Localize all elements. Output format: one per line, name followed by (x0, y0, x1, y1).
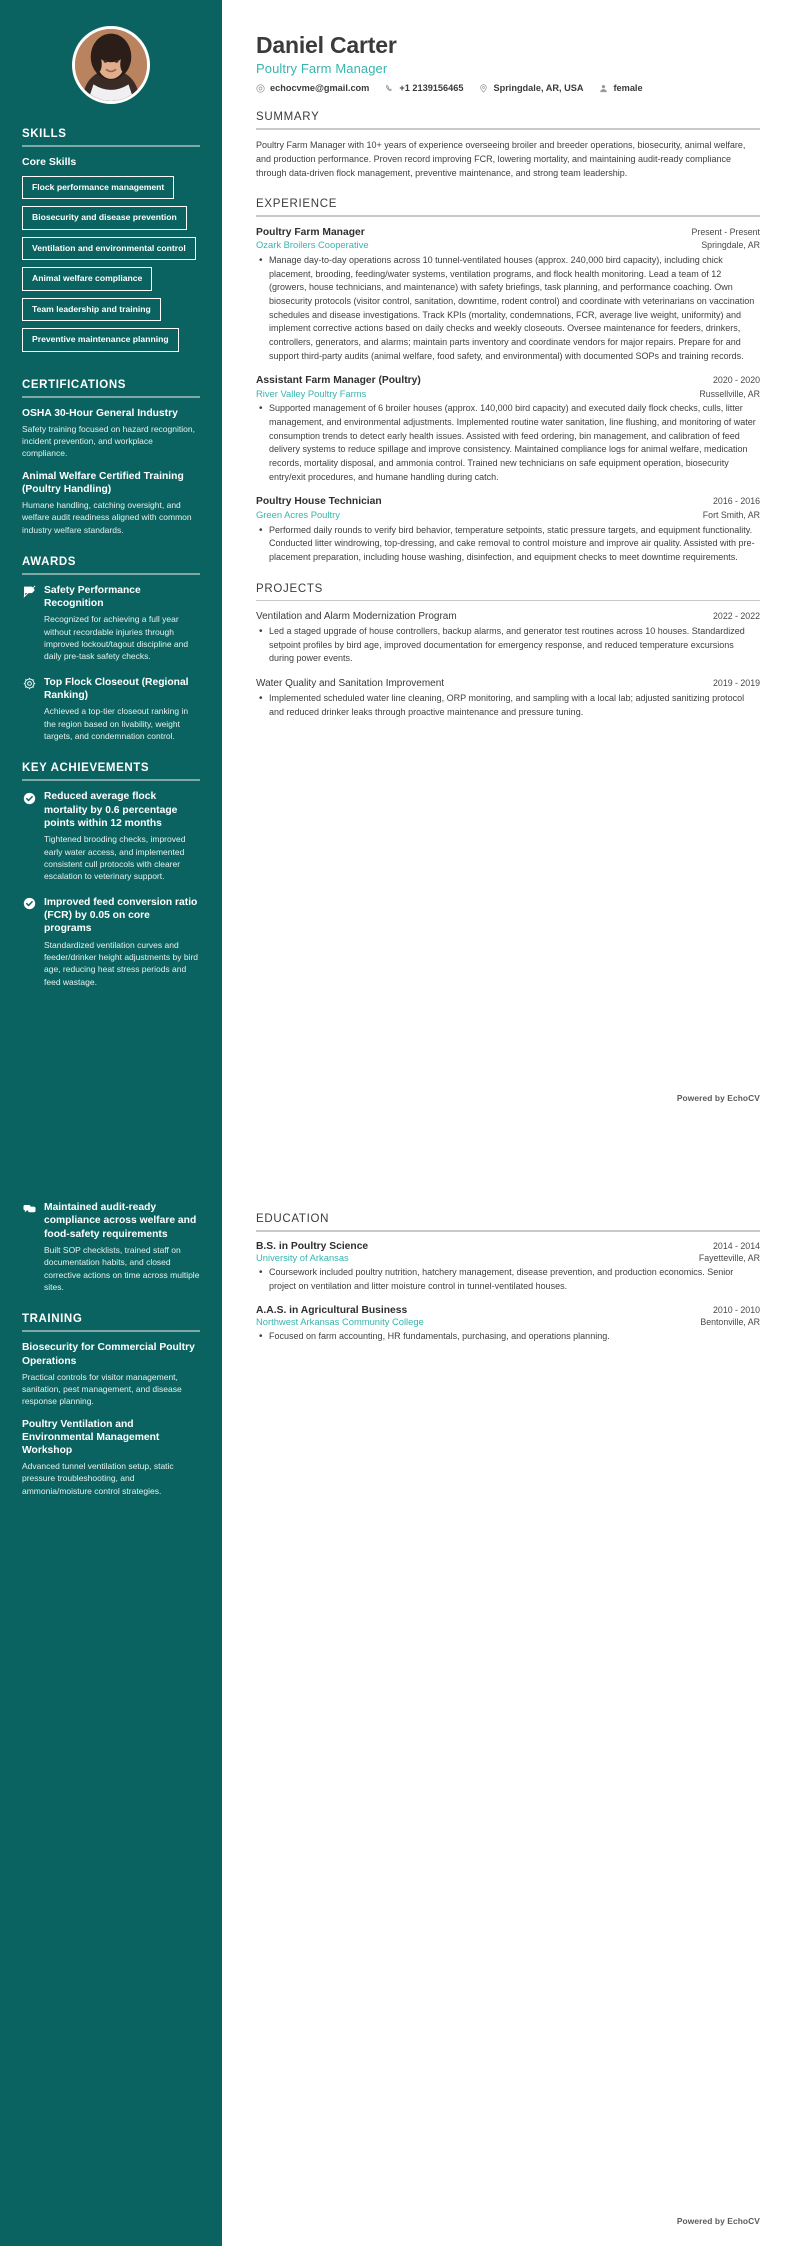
location-pin-icon (479, 84, 488, 93)
contact-phone-value: +1 2139156465 (399, 83, 464, 94)
experience-title: Assistant Farm Manager (Poultry) (256, 375, 421, 387)
contact-gender (599, 83, 642, 93)
experience-entry (256, 374, 760, 484)
experience-bullets (256, 524, 760, 565)
experience-org-line (256, 388, 760, 401)
check-circle-icon (22, 897, 36, 911)
sidebar-page-1 (0, 0, 222, 1123)
certification-title: Animal Welfare Certified Training (Poultry Handling) (22, 471, 184, 496)
award-body (44, 584, 200, 663)
chat-bubbles-icon (22, 1202, 36, 1216)
certification-title: OSHA 30-Hour General Industry (22, 407, 178, 419)
skill-chip: Preventive maintenance planning (22, 328, 179, 351)
experience-bullets (256, 254, 760, 363)
education-degree-line (256, 1305, 760, 1316)
contact-gender-value: female (613, 83, 643, 94)
skill-chip-wrap (22, 206, 200, 236)
section-divider (22, 1330, 200, 1332)
award-item (22, 584, 200, 663)
experience-title-line (256, 495, 760, 508)
experience-organization: Green Acres Poultry (256, 508, 340, 520)
section-divider (256, 1230, 760, 1232)
experience-title-line (256, 226, 760, 239)
education-bullet: • Coursework included poultry nutrition, hatchery management, disease prevention, and production economics. Senior project on ventilation and litter moisture control in tunnel-ventilated houses. (269, 1266, 760, 1293)
summary-text: Poultry Farm Manager with 10+ years of experience overseeing broiler and breeder operations, biosecurity, animal welfare, and production performance. Proven record improving FCR, lowering mortality, and maintaining audit-ready compliance through data-driven flock management, preventive maintenance, and strong team leadership. (256, 139, 746, 178)
experience-bullet: • Manage day-to-day operations across 10 tunnel-ventilated houses (approx. 240,000 bird capacity), including chick placement, brooding, feeding/water systems, ventilation programs, and flock health monitoring. Lead a team of 12 (growers, house technicians, and maintenance) with safety briefings, task planning, and performance coaching. Own biosecurity protocols (visitor control, sanitation, downtime, rodent control) and coordinate with veterinarians on vaccination schedules and disease investigations. Track KPIs (mortality, condemnations, FCR, average live weight, uniformity) and implement corrective actions based on daily checks and weekly closeouts. Oversee maintenance for feeders, drinkers, controllers, generators, and alarms; maintain parts inventory and coordinate vendors for major repairs. Prepare for and support third-party audits (animal welfare, food safety, and environmental) with documented SOPs and training records. (269, 254, 760, 363)
achievement-title: Maintained audit-ready compliance across welfare and food-safety requirements (44, 1202, 197, 1240)
achievement-title: Reduced average flock mortality by 0.6 percentage points within 12 months (44, 791, 178, 830)
experience-location: Russellville, AR (699, 388, 760, 399)
training-description: Advanced tunnel ventilation setup, static pressure troubleshooting, and ammonia/moisture control strategies. (22, 1461, 174, 1496)
certifications-heading: CERTIFICATIONS (22, 378, 127, 391)
sidebar-section-skills (22, 128, 200, 359)
experience-heading: EXPERIENCE (256, 198, 338, 211)
award-body (44, 676, 200, 743)
sidebar-section-key-achievements (22, 762, 200, 988)
skill-chip: Team leadership and training (22, 298, 161, 321)
education-location: Fayetteville, AR (698, 1252, 760, 1263)
phone-icon (385, 84, 394, 93)
project-bullet: • Led a staged upgrade of house controllers, backup alarms, and generator test routines across 10 houses. Standardized setpoint profiles by bird age, improved documentation for emergency response, and reduced temperature excursions during power events. (269, 625, 760, 666)
experience-org-line (256, 239, 760, 252)
check-circle-icon (22, 791, 36, 805)
education-entry (256, 1305, 760, 1344)
page-title: Daniel Carter (256, 32, 397, 58)
section-divider (256, 600, 760, 602)
projects-heading: PROJECTS (256, 582, 323, 595)
project-entry (256, 677, 760, 719)
page2-top-spacer (256, 1123, 760, 1195)
project-bullets (256, 625, 760, 666)
email-icon (256, 84, 265, 93)
ribbon-award-icon (22, 585, 36, 599)
core-skills-subheading: Core Skills (22, 156, 77, 168)
sidebar-section-awards (22, 556, 200, 743)
award-description: Achieved a top-tier closeout ranking in the region based on livability, weight targets, and condemnation control. (44, 706, 189, 741)
training-item (22, 1418, 200, 1497)
award-title: Safety Performance Recognition (44, 584, 141, 609)
project-bullets (256, 692, 760, 719)
skill-chip: Flock performance management (22, 176, 174, 199)
education-school-line (256, 1252, 760, 1265)
awards-heading: AWARDS (22, 555, 77, 568)
section-experience (256, 198, 760, 564)
education-bullets (256, 1266, 760, 1293)
training-description: Practical controls for visitor management, sanitation, pest management, and disease response planning. (22, 1371, 182, 1406)
skill-chip-wrap (22, 298, 200, 328)
certification-description: Humane handling, catching oversight, and welfare audit readiness aligned with common industry welfare standards. (22, 500, 192, 535)
achievement-title: Improved feed conversion ratio (FCR) by 0.05 on core programs (44, 896, 198, 935)
experience-organization: River Valley Poultry Farms (256, 387, 367, 399)
experience-date: Present - Present (691, 226, 760, 237)
education-heading: EDUCATION (256, 1213, 330, 1225)
achievement-body (44, 790, 200, 882)
section-education (256, 1213, 760, 1344)
skill-chip: Biosecurity and disease prevention (22, 206, 187, 229)
project-title-line (256, 677, 760, 690)
experience-entry (256, 226, 760, 363)
education-date: 2010 - 2010 (713, 1304, 760, 1315)
skill-chip: Animal welfare compliance (22, 267, 152, 290)
section-divider (256, 215, 760, 217)
project-date: 2022 - 2022 (713, 611, 760, 622)
contact-email-value: echocvme@gmail.com (270, 83, 370, 94)
contact-row (256, 83, 760, 93)
footer-branding: Powered by EchoCV (676, 2216, 760, 2226)
education-bullets (256, 1330, 760, 1344)
key-achievements-heading: KEY ACHIEVEMENTS (22, 762, 150, 775)
achievement-item (22, 1201, 200, 1293)
training-title: Poultry Ventilation and Environmental Management Workshop (22, 1418, 160, 1457)
project-bullet: • Implemented scheduled water line cleaning, ORP monitoring, and sampling with a local lab; adjusted sanitizing protocol and reduced drinker leaks through proactive maintenance and pressure tuning. (269, 692, 760, 719)
experience-bullet: • Performed daily rounds to verify bird behavior, temperature setpoints, static pressure targets, and equipment functionality. Conducted litter windrowing, top-dressing, and cake removal to control moisture and improve air quality. Assisted with pre-placement preparation, including house washing, disinfection, and equipment checks to meet downtime requirements. (269, 524, 760, 565)
skill-chip-wrap (22, 267, 200, 297)
education-location: Bentonville, AR (700, 1316, 760, 1327)
experience-bullets (256, 402, 760, 484)
footer-branding: Powered by EchoCV (676, 1093, 760, 1103)
section-divider (256, 128, 760, 130)
achievement-item (22, 790, 200, 882)
education-degree: B.S. in Poultry Science (256, 1240, 369, 1252)
skill-chip-wrap (22, 328, 200, 358)
resume-page-2 (0, 1123, 794, 2246)
project-title: Water Quality and Sanitation Improvement (256, 678, 445, 690)
certification-item (22, 407, 200, 459)
summary-heading: SUMMARY (256, 111, 320, 124)
experience-organization: Ozark Broilers Cooperative (256, 239, 369, 251)
avatar-photo (75, 29, 147, 101)
experience-entry (256, 495, 760, 564)
gear-medal-icon (22, 677, 36, 691)
achievement-description: Tightened brooding checks, improved early water access, and implemented consistent cull protocols with clearer escalation to veterinary support. (44, 834, 186, 882)
award-title: Top Flock Closeout (Regional Ranking) (44, 676, 189, 701)
achievement-description: Standardized ventilation curves and feeder/drinker height adjustments by bird age, reducing heat stress periods and feed wastage. (44, 939, 199, 987)
experience-date: 2016 - 2016 (713, 496, 760, 507)
section-divider (22, 145, 200, 147)
project-entry (256, 610, 760, 666)
skills-heading: SKILLS (22, 128, 67, 140)
achievement-body (44, 1201, 200, 1293)
contact-location[interactable] (479, 83, 583, 93)
experience-date: 2020 - 2020 (713, 375, 760, 386)
contact-email[interactable] (256, 83, 369, 93)
contact-location-value: Springdale, AR, USA (493, 83, 584, 94)
certification-item (22, 470, 200, 536)
section-divider (22, 573, 200, 575)
education-school: University of Arkansas (256, 1251, 349, 1263)
education-degree: A.A.S. in Agricultural Business (256, 1304, 408, 1316)
achievement-body (44, 896, 200, 988)
person-icon (599, 84, 608, 93)
main-column-page-2 (222, 1123, 794, 2246)
section-summary (256, 111, 760, 180)
project-title: Ventilation and Alarm Modernization Program (256, 611, 457, 623)
sidebar-page-2 (0, 1123, 222, 2246)
achievement-item (22, 896, 200, 988)
sidebar-section-certifications (22, 379, 200, 536)
education-school-line (256, 1316, 760, 1329)
experience-location: Fort Smith, AR (702, 509, 760, 520)
achievement-description: Built SOP checklists, trained staff on documentation habits, and closed corrective actions on time across multiple sites. (44, 1245, 200, 1293)
section-divider (22, 779, 200, 781)
skill-chip: Ventilation and environmental control (22, 237, 196, 260)
experience-title-line (256, 374, 760, 387)
education-date: 2014 - 2014 (713, 1240, 760, 1251)
project-title-line (256, 610, 760, 623)
experience-org-line (256, 509, 760, 522)
contact-phone[interactable] (385, 83, 463, 93)
section-divider (22, 396, 200, 398)
education-bullet: • Focused on farm accounting, HR fundamentals, purchasing, and operations planning. (269, 1330, 760, 1344)
award-item (22, 676, 200, 743)
section-projects (256, 583, 760, 720)
experience-bullet: • Supported management of 6 broiler houses (approx. 140,000 bird capacity) and executed daily flock checks, culls, litter management, and environmental adjustments. Implemented routine water sanitation, line flushing, and monitoring of water consumption trends to detect early health issues. Assisted with feed ordering, bin management, and calibration of feed delivery systems to reduce spillage and improve consistency. Maintained compliance logs for animal welfare, medication records, mortality disposal, and ammonia control. Trained new technicians on safe equipment operation, biosecurity entry/exit procedures, and humane handling during catch. (269, 402, 760, 484)
skill-chip-wrap (22, 176, 200, 206)
experience-location: Springdale, AR (701, 240, 760, 251)
experience-title: Poultry House Technician (256, 496, 382, 508)
skill-chip-wrap (22, 237, 200, 267)
sidebar-section-training (22, 1313, 200, 1496)
avatar (72, 26, 150, 104)
education-degree-line (256, 1241, 760, 1252)
education-school: Northwest Arkansas Community College (256, 1315, 424, 1327)
job-title: Poultry Farm Manager (256, 61, 388, 77)
training-title: Biosecurity for Commercial Poultry Operations (22, 1342, 195, 1367)
training-heading: TRAINING (22, 1313, 83, 1326)
training-item (22, 1341, 200, 1407)
main-column-page-1 (222, 0, 794, 1123)
certification-description: Safety training focused on hazard recognition, incident prevention, and workplace compliance. (22, 423, 195, 459)
education-entry (256, 1241, 760, 1294)
award-description: Recognized for achieving a full year without recordable injuries through improved lockout/tagout discipline and daily pre-task safety checks. (44, 614, 189, 662)
project-date: 2019 - 2019 (713, 678, 760, 689)
experience-title: Poultry Farm Manager (256, 226, 365, 238)
